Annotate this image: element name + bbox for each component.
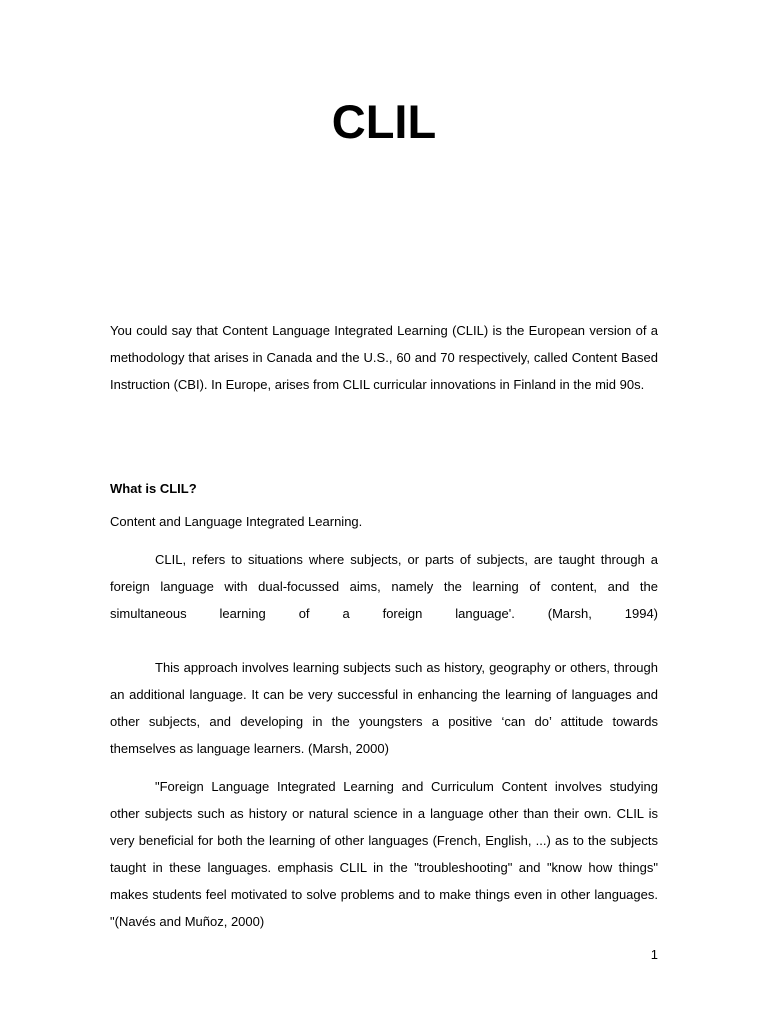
page-number: 1 bbox=[650, 947, 658, 962]
paragraph-naves-munoz-2000: "Foreign Language Integrated Learning and Curriculum Content involves studying other subjects such as history or natural science in a language other than their own. CLIL is very beneficial for both the learning of other languages (French, English, ...) as to the subjects taught in these languages. emphasis CLIL in the "troubleshooting" and "know how things" makes students feel motivated to solve problems and to make things even in other languages. "(Navés and Muñoz, 2000) bbox=[110, 779, 658, 929]
paragraph-marsh-1994: CLIL, refers to situations where subjects, or parts of subjects, are taught through a foreign language with dual-focussed aims, namely the learning of content, and the simultaneous learning of a foreign language'. (Marsh, 1994) bbox=[110, 552, 658, 621]
section-heading: What is CLIL? bbox=[110, 481, 197, 496]
intro-paragraph: You could say that Content Language Integrated Learning (CLIL) is the European version of a methodology that arises in Canada and the U.S., 60 and 70 respectively, called Content Based Instruction (CBI). In Europe, arises from CLIL curricular innovations in Finland in the mid 90s. bbox=[110, 323, 658, 392]
definition-line: Content and Language Integrated Learning. bbox=[110, 514, 363, 529]
document-title: CLIL bbox=[331, 95, 437, 148]
paragraph-marsh-2000: This approach involves learning subjects such as history, geography or others, through an additional language. It can be very successful in enhancing the learning of languages and other subjects, and developing in the youngsters a positive ‘can do’ attitude towards themselves as language learners. (Marsh, 2000) bbox=[110, 660, 658, 756]
